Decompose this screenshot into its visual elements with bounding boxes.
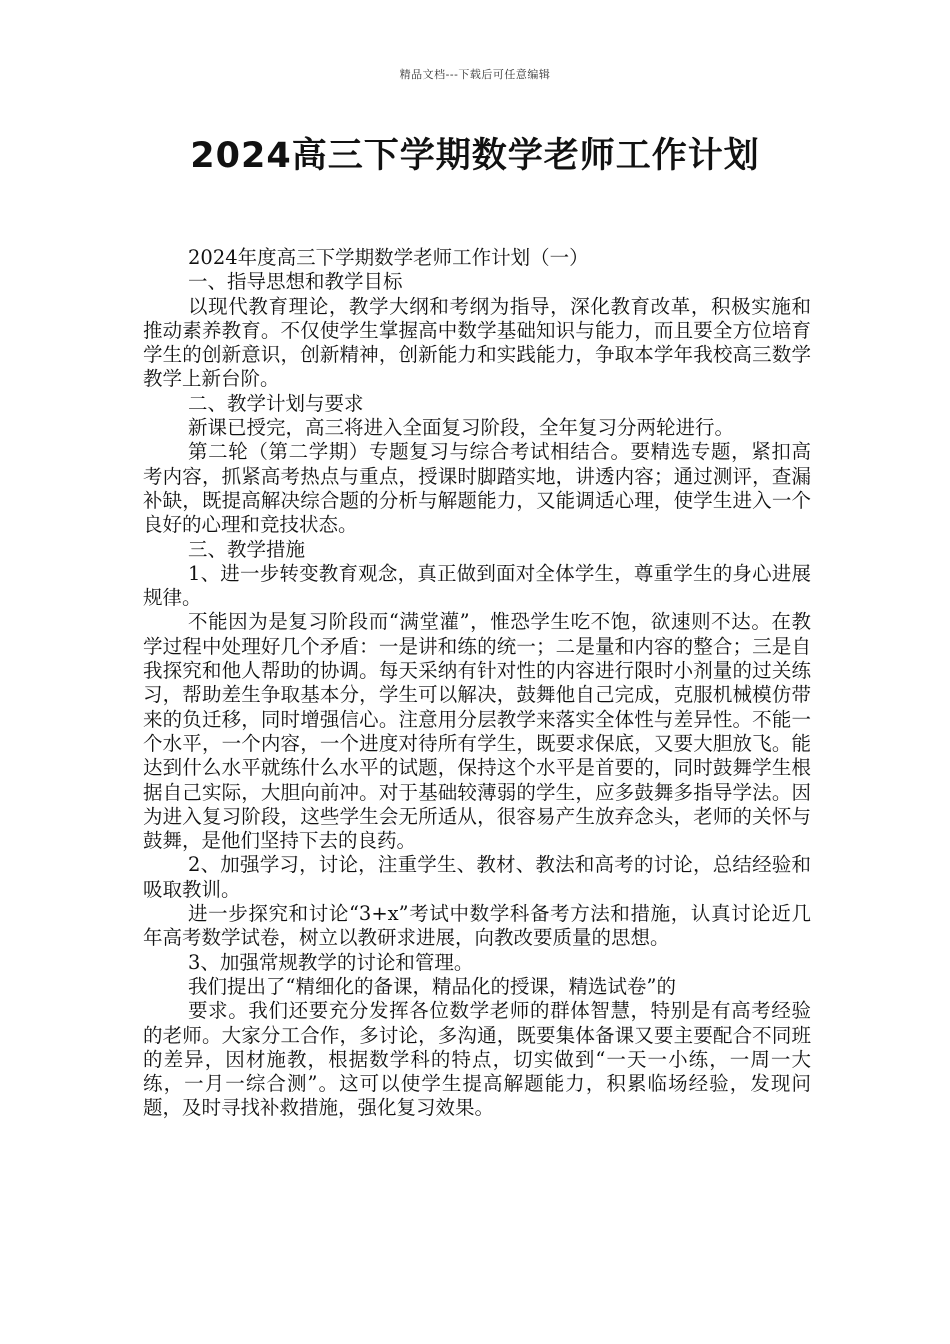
paragraph: 不能因为是复习阶段而“满堂灌”，惟恐学生吃不饱，欲速则不达。在教学过程中处理好几个矛盾：一是讲和练的统一；二是量和内容的整合；三是自我探究和他人帮助的协调。每天采纳有针对性的内容进行限时小剂量的过关练习，帮助差生争取基本分，学生可以解决，鼓舞他自己完成，克服机械模仿带来的负迁移，同时增强信心。注意用分层教学来落实全体性与差异性。不能一个水平，一个内容，一个进度对待所有学生，既要求保底，又要大胆放飞。能达到什么水平就练什么水平的试题，保持这个水平是首要的，同时鼓舞学生根据自己实际，大胆向前冲。对于基础较薄弱的学生，应多鼓舞多指导学法。因为进入复习阶段，这些学生会无所适从，很容易产生放弃念头，老师的关怀与鼓舞，是他们坚持下去的良药。 — [143, 610, 811, 853]
paragraph: 进一步探究和讨论“3+x”考试中数学科备考方法和措施，认真讨论近几年高考数学试卷，树立以教研求进展，向教改要质量的思想。 — [143, 902, 811, 950]
document-body — [143, 246, 811, 1121]
header-watermark: 精品文档---下载后可任意编辑 — [399, 68, 551, 81]
section-heading-1: 一、指导思想和教学目标 — [188, 270, 403, 294]
paragraph: 第二轮（第二学期）专题复习与综合考试相结合。要精选专题，紧扣高考内容，抓紧高考热点与重点，授课时脚踏实地，讲透内容；通过测评，查漏补缺，既提高解决综合题的分析与解题能力，又能调适心理，使学生进入一个良好的心理和竞技状态。 — [143, 440, 811, 537]
list-item-heading: 2、加强学习，讨论，注重学生、教材、教法和高考的讨论，总结经验和吸取教训。 — [143, 853, 811, 901]
paragraph: 我们提出了“精细化的备课，精品化的授课，精选试卷”的 — [188, 974, 676, 998]
section-heading-3: 三、教学措施 — [188, 537, 306, 561]
document-title: 2024高三下学期数学老师工作计划 — [190, 136, 760, 176]
list-item-heading: 3、加强常规教学的讨论和管理。 — [188, 950, 474, 974]
paragraph: 以现代教育理论，教学大纲和考纲为指导，深化教育改革，积极实施和推动素养教育。不仅使学生掌握高中数学基础知识与能力，而且要全方位培育学生的创新意识，创新精神，创新能力和实践能力，争取本学年我校高三数学教学上新台阶。 — [143, 294, 811, 391]
subtitle-paragraph: 2024年度高三下学期数学老师工作计划（一） — [188, 246, 589, 269]
paragraph: 要求。我们还要充分发挥各位数学老师的群体智慧，特别是有高考经验的老师。大家分工合作，多讨论，多沟通，既要集体备课又要主要配合不同班的差异，因材施教，根据数学科的特点，切实做到“一天一小练，一周一大练，一月一综合测”。这可以使学生提高解题能力，积累临场经验，发现问题，及时寻找补救措施，强化复习效果。 — [143, 999, 811, 1120]
paragraph: 新课已授完，高三将进入全面复习阶段，全年复习分两轮进行。 — [188, 416, 735, 440]
list-item-heading: 1、进一步转变教育观念，真正做到面对全体学生，尊重学生的身心进展规律。 — [143, 561, 811, 610]
section-heading-2: 二、教学计划与要求 — [188, 391, 364, 415]
